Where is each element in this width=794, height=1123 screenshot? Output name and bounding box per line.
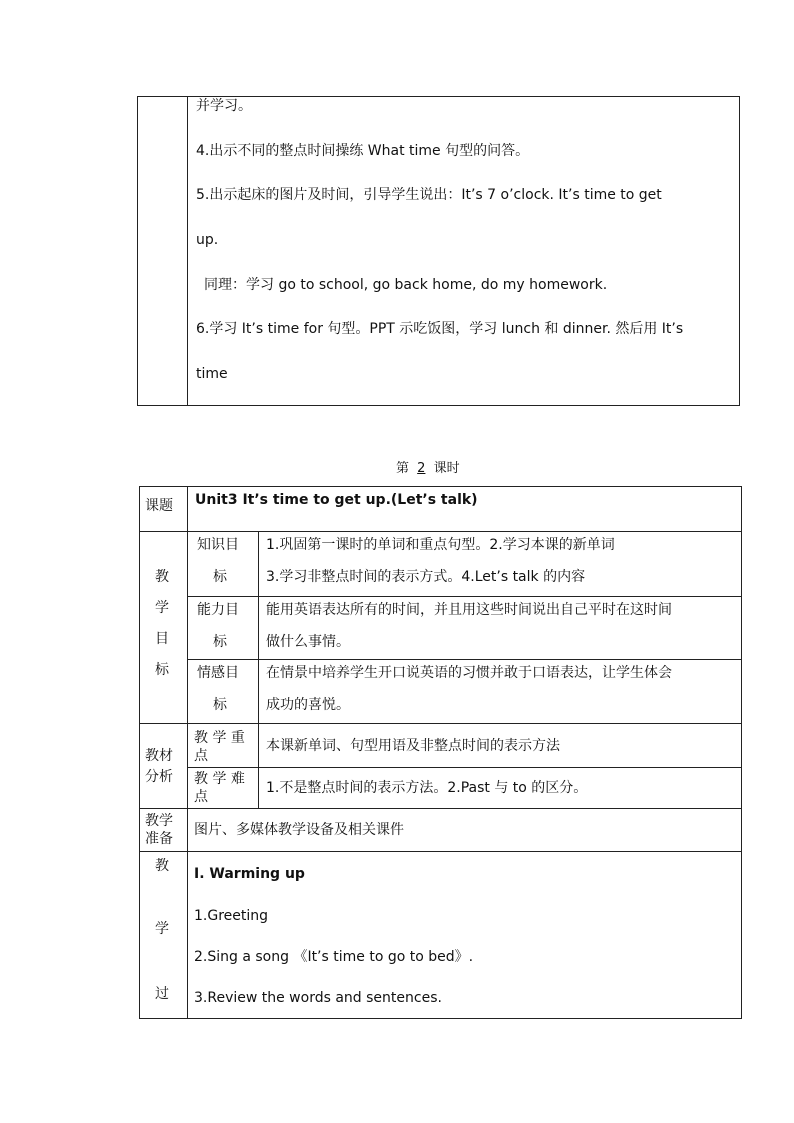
topic-value: Unit3 It’s time to get up.(Let’s talk) (195, 492, 478, 508)
emotion-label-2: 标 (213, 697, 227, 713)
prep-label-1: 教学 (145, 813, 173, 829)
prep-label-2: 准备 (145, 831, 173, 847)
table1-line-1: 并学习。 (196, 98, 252, 114)
difficulty-label-2: 点 (194, 789, 208, 805)
emotion-text-2: 成功的喜悦。 (266, 697, 350, 713)
process-label-1: 教 (155, 858, 169, 874)
ability-text-2: 做什么事情。 (266, 634, 350, 650)
ability-text-1: 能用英语表达所有的时间，并且用这些时间说出自己平时在这时间 (266, 602, 672, 618)
prep-text: 图片、多媒体教学设备及相关课件 (194, 822, 404, 838)
knowledge-label-2: 标 (213, 569, 227, 585)
table1-line-5: 同理：学习 go to school, go back home, do my homework. (204, 277, 608, 293)
lesson-number: 2 (417, 461, 426, 476)
key-label-1: 教 学 重 (194, 730, 245, 746)
key-text: 本课新单词、句型用语及非整点时间的表示方法 (266, 738, 560, 754)
lesson-prefix: 第 (396, 461, 410, 476)
table1-line-3: 5.出示起床的图片及时间，引导学生说出：It’s 7 o’clock. It’s time to get (196, 187, 662, 203)
knowledge-text-2: 3.学习非整点时间的表示方式。4.Let’s talk 的内容 (266, 569, 586, 585)
topic-label: 课题 (145, 498, 173, 514)
lesson-suffix: 课时 (433, 461, 460, 476)
goals-label-1: 教 (155, 569, 169, 585)
table1-line-6: 6.学习 It’s time for 句型。PPT 示吃饭图，学习 lunch 和 dinner. 然后用 It’s (196, 321, 684, 337)
goals-label-3: 目 (155, 631, 169, 647)
goals-label-4: 标 (155, 662, 169, 678)
process-line-2: 1.Greeting (194, 908, 269, 924)
process-line-3: 2.Sing a song 《It’s time to go to bed》. (194, 949, 474, 965)
process-label-2: 学 (155, 921, 169, 937)
analysis-label-1: 教材 (145, 748, 173, 764)
lesson-heading (396, 457, 460, 476)
emotion-text-1: 在情景中培养学生开口说英语的习惯并敢于口语表达，让学生体会 (266, 665, 672, 681)
difficulty-label-1: 教 学 难 (194, 771, 245, 787)
ability-label-1: 能力目 (197, 602, 239, 618)
goals-label-2: 学 (155, 600, 169, 616)
table1-line-4: up. (196, 232, 219, 248)
table1-line-7: time (196, 366, 228, 382)
ability-label-2: 标 (213, 634, 227, 650)
analysis-label-2: 分析 (145, 769, 173, 785)
knowledge-text-1: 1.巩固第一课时的单词和重点句型。2.学习本课的新单词 (266, 537, 615, 553)
key-label-2: 点 (194, 748, 208, 764)
table1-line-2: 4.出示不同的整点时间操练 What time 句型的问答。 (196, 143, 530, 159)
emotion-label-1: 情感目 (197, 665, 239, 681)
knowledge-label-1: 知识目 (197, 537, 239, 553)
process-line-4: 3.Review the words and sentences. (194, 990, 442, 1006)
process-line-1: I. Warming up (194, 866, 305, 882)
difficulty-text: 1.不是整点时间的表示方法。2.Past 与 to 的区分。 (266, 780, 588, 796)
process-label-3: 过 (155, 986, 169, 1002)
